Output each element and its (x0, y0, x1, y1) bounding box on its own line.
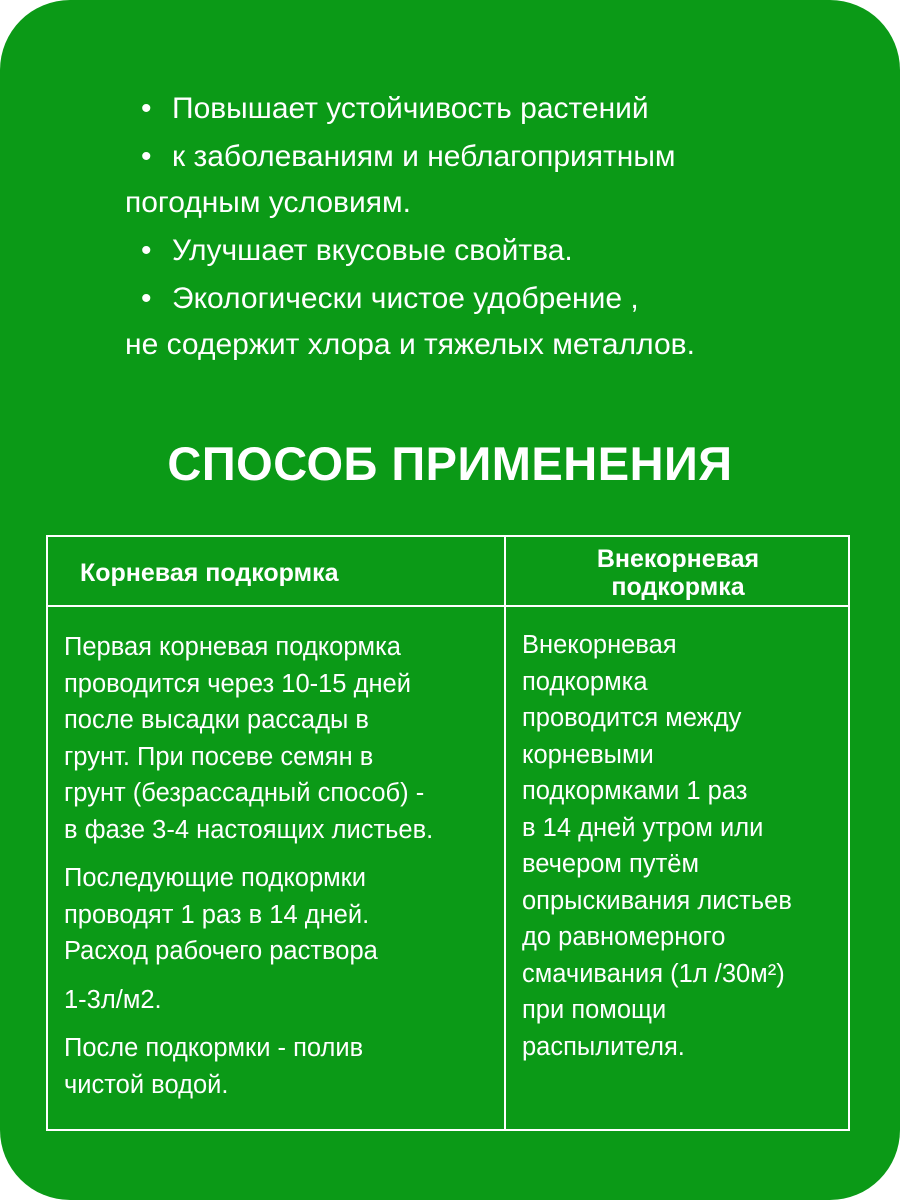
benefit-text: не содержит хлора и тяжелых металлов. (125, 328, 695, 361)
cell-line: После подкормки - полив (64, 1034, 364, 1062)
table-header-foliar-feeding (506, 545, 850, 601)
cell-line: проводят 1 раз в 14 дней. (64, 900, 370, 929)
cell-line: распылителя. (522, 1032, 685, 1061)
benefit-item-2-continued (0, 180, 900, 226)
benefit-text: к заболеваниям и неблагоприятным (172, 140, 676, 173)
cell-line: проводится через 10-15 дней (64, 669, 411, 698)
cell-line: Расход рабочего раствора (64, 937, 378, 965)
benefit-text: Экологически чистое удобрение , (172, 282, 639, 315)
benefit-text: погодным условиям. (125, 186, 411, 219)
table-column-divider (504, 537, 506, 1129)
table-cell-root-feeding (64, 629, 500, 1103)
cell-line: грунт (безрассадный способ) - (64, 779, 425, 807)
cell-line: корневыми (522, 740, 654, 769)
cell-line: чистой водой. (64, 1070, 229, 1099)
header-line: Внекорневая (596, 545, 760, 573)
benefit-item-4 (0, 276, 900, 322)
benefit-text: Повышает устойчивость растений (172, 92, 649, 125)
benefit-item-1 (0, 86, 900, 132)
table-header-root-feeding: Корневая подкормка (80, 559, 339, 587)
cell-line: 1-3л/м2. (64, 985, 162, 1014)
benefit-item-4-continued (0, 322, 900, 368)
bullet-icon: • (141, 140, 152, 173)
cell-line: в фазе 3-4 настоящих листьев. (64, 815, 434, 844)
cell-line: проводится между (522, 704, 742, 732)
cell-line: грунт. При посеве семян в (64, 742, 374, 771)
bullet-icon: • (141, 282, 152, 315)
table-cell-foliar-feeding (522, 627, 848, 1065)
benefit-item-2 (0, 134, 900, 180)
cell-line: подкормками 1 раз (522, 777, 748, 805)
cell-line: вечером путём (522, 850, 699, 878)
cell-line: смачивания (1л /30м²) (522, 959, 785, 988)
cell-line: Первая корневая подкормка (64, 633, 401, 661)
table-header-divider (48, 605, 848, 607)
cell-line: опрыскивания листьев (522, 886, 792, 915)
cell-line: при помощи (522, 996, 667, 1024)
cell-line: после высадки рассады в (64, 706, 369, 734)
bullet-icon: • (141, 92, 152, 125)
section-title: СПОСОБ ПРИМЕНЕНИЯ (167, 437, 733, 490)
benefits-list (0, 86, 900, 368)
application-table (46, 535, 850, 1131)
cell-line: Внекорневая (522, 631, 677, 659)
cell-line: в 14 дней утром или (522, 813, 764, 842)
header-line: подкормка (611, 573, 745, 601)
cell-line: Последующие подкормки (64, 864, 367, 892)
benefit-text: Улучшает вкусовые свойтва. (172, 234, 573, 267)
benefit-item-3 (0, 228, 900, 274)
bullet-icon: • (141, 234, 152, 267)
cell-line: подкормка (522, 667, 648, 696)
cell-line: до равномерного (522, 923, 726, 951)
